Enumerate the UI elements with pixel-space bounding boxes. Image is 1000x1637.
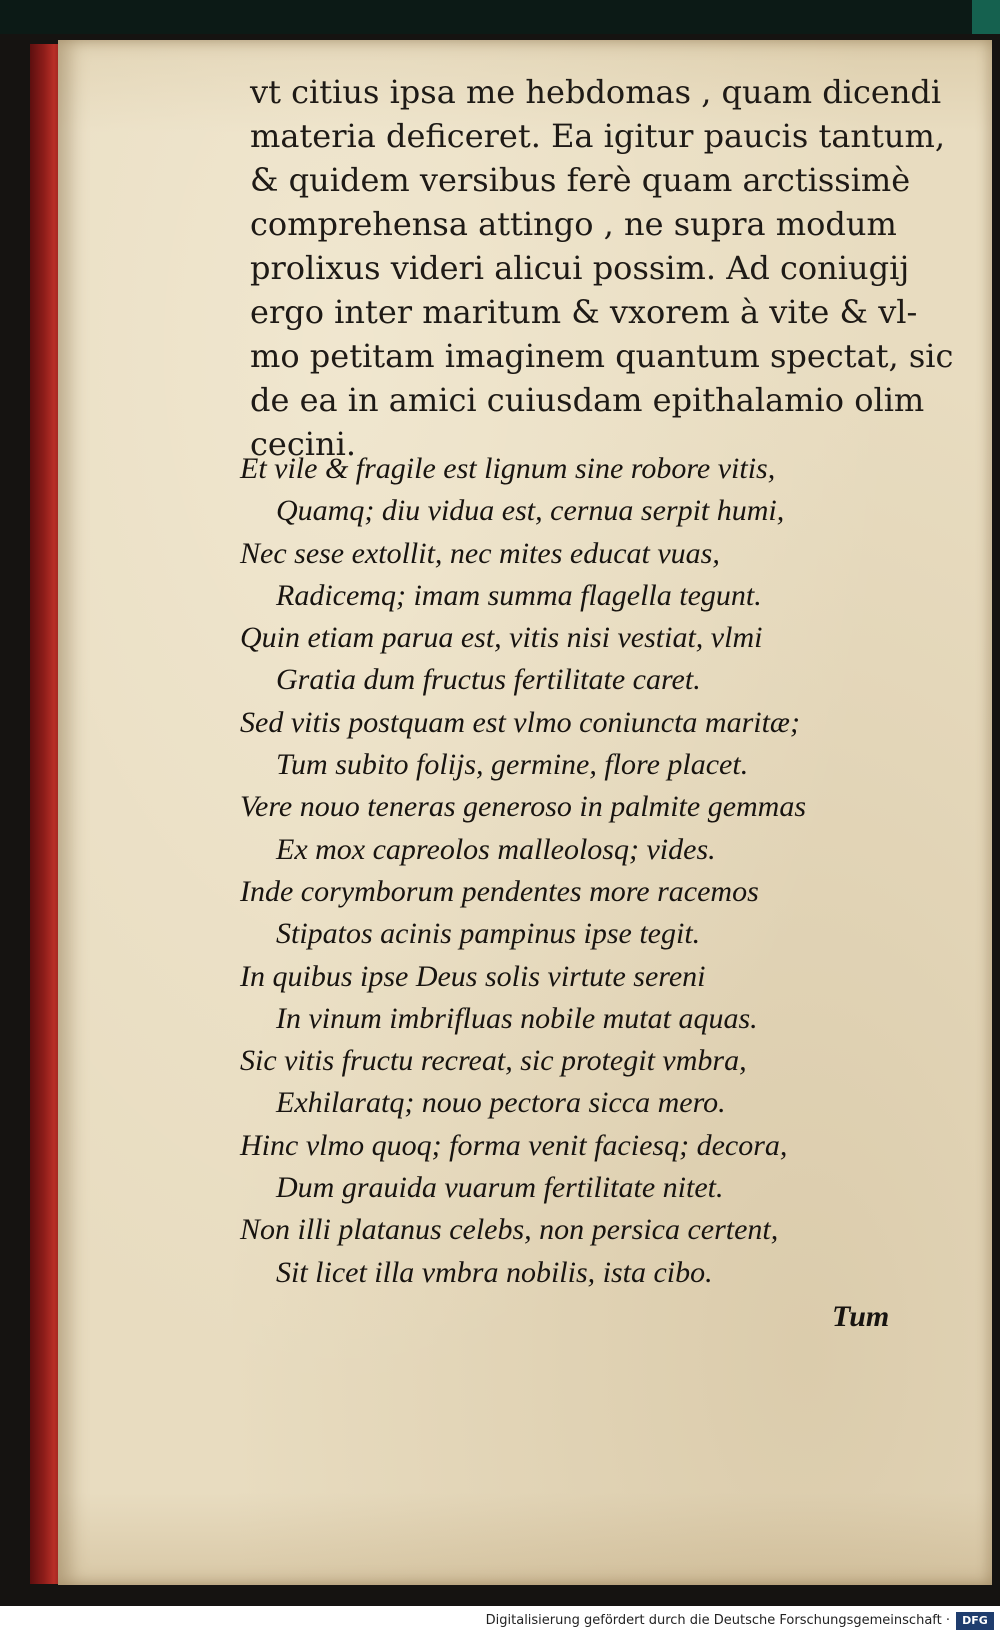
prose-line: prolixus videri alicui possim. Ad coniugij bbox=[250, 249, 910, 287]
verse-line-indented: Exhilaratq; nouo pectora sicca mero. bbox=[276, 1086, 726, 1120]
verse-line: Inde corymborum pendentes more racemos bbox=[240, 874, 759, 908]
prose-line: comprehensa attingo , ne supra modum bbox=[250, 205, 897, 243]
verse-line-indented: In vinum imbrifluas nobile mutat aquas. bbox=[276, 1001, 758, 1035]
verse-line-indented: Radicemq; imam summa flagella tegunt. bbox=[276, 578, 762, 612]
verse-line: In quibus ipse Deus solis virtute sereni bbox=[240, 959, 706, 993]
verse-line: Vere nouo teneras generoso in palmite gemmas bbox=[240, 790, 807, 824]
dfg-logo-icon: DFG bbox=[956, 1612, 994, 1630]
verse-line: Hinc vlmo quoq; forma venit faciesq; decora, bbox=[240, 1128, 788, 1162]
verse-line-indented: Tum subito folijs, germine, flore placet. bbox=[276, 748, 749, 782]
prose-line: ergo inter maritum & vxorem à vite & vl- bbox=[250, 293, 918, 331]
prose-line: vt citius ipsa me hebdomas , quam dicendi bbox=[250, 73, 942, 111]
prose-line: mo petitam imaginem quantum spectat, sic bbox=[250, 337, 954, 375]
verse-line-indented: Stipatos acinis pampinus ipse tegit. bbox=[276, 917, 701, 951]
verse-line-indented: Quamq; diu vidua est, cernua serpit humi, bbox=[276, 494, 785, 528]
verse-poem bbox=[240, 448, 950, 1294]
verse-line: Non illi platanus celebs, non persica certent, bbox=[240, 1213, 779, 1247]
verse-line: Sic vitis fructu recreat, sic protegit vmbra, bbox=[240, 1044, 747, 1078]
verse-line: Nec sese extollit, nec mites educat vuas, bbox=[240, 536, 720, 570]
prose-line: de ea in amici cuiusdam epithalamio olim bbox=[250, 381, 925, 419]
verse-line: Sed vitis postquam est vlmo coniuncta maritæ; bbox=[240, 705, 800, 739]
verse-line-indented: Dum grauida vuarum fertilitate nitet. bbox=[276, 1171, 724, 1205]
prose-line: & quidem versibus ferè quam arctissimè bbox=[250, 161, 911, 199]
prose-line: materia deficeret. Ea igitur paucis tantum, bbox=[250, 117, 946, 155]
verse-line-indented: Gratia dum fructus fertilitate caret. bbox=[276, 663, 701, 697]
scan-top-strip bbox=[0, 0, 1000, 34]
catchword: Tum bbox=[832, 1300, 890, 1333]
digitization-footer bbox=[0, 1606, 1000, 1637]
footer-credit-text: Digitalisierung gefördert durch die Deutsche Forschungsgemeinschaft · bbox=[485, 1613, 950, 1628]
verse-line: Et vile & fragile est lignum sine robore vitis, bbox=[240, 452, 776, 485]
prose-paragraph bbox=[250, 70, 954, 466]
verse-line-indented: Sit licet illa vmbra nobilis, ista cibo. bbox=[276, 1255, 713, 1289]
verse-line: Quin etiam parua est, vitis nisi vestiat, vlmi bbox=[240, 621, 763, 655]
prose-line: cecini. bbox=[250, 425, 357, 463]
scan-corner-tab bbox=[972, 0, 1000, 34]
verse-line-indented: Ex mox capreolos malleolosq; vides. bbox=[276, 832, 716, 866]
